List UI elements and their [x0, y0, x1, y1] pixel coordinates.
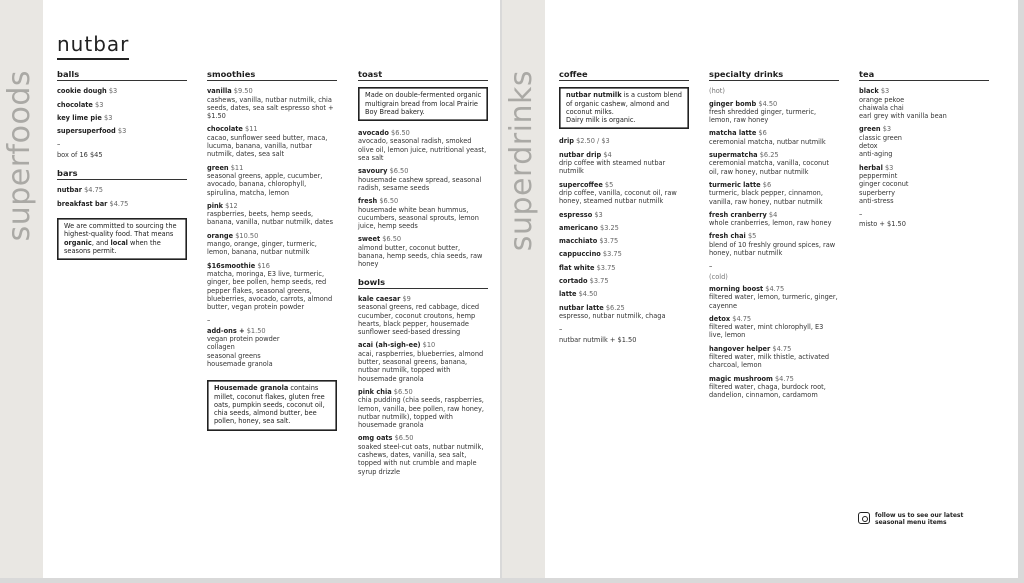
menu-item: nutbar latte $6.25 espresso, nutbar nutmilk, chaga [559, 303, 666, 320]
menu-item: fresh cranberry $4 whole cranberries, lemon, raw honey [709, 210, 832, 228]
menu-item: macchiato $3.75 [559, 237, 619, 246]
nutmilk-extra: nutbar nutmilk + $1.50 [559, 335, 637, 344]
addons-list: add-ons + $1.50 vegan protein powder collagen seasonal greens housemade granola [207, 326, 280, 368]
menu-item: turmeric latte $6 turmeric, black pepper, cinnamon, vanilla, raw honey, nutbar nutmilk [709, 180, 823, 206]
sourcing-note: We are committed to sourcing the highest-quality food. That means organic, and local when the seasons permit. [57, 218, 187, 260]
menu-item: ginger bomb $4.50 fresh shredded ginger, turmeric, lemon, raw honey [709, 99, 817, 125]
tea-herbal-group: herbal $3 peppermint ginger coconut superberry anti-stress [859, 163, 909, 205]
superdrinks-vertical-title: superdrinks [504, 70, 539, 252]
menu-item: fresh $6.50 housemade white bean hummus, cucumbers, seasonal sprouts, lemon juice, hemp seeds [358, 197, 479, 231]
menu-item: nutbar $4.75 [57, 186, 103, 195]
hot-label: (hot) [709, 87, 725, 96]
divider-dash: – [207, 316, 211, 325]
coffee-column [559, 70, 689, 344]
coffee-heading: coffee [559, 70, 689, 81]
menu-item: chocolate $3 [57, 100, 104, 109]
specialty-drinks-column [709, 70, 839, 405]
menu-item: matcha latte $6 ceremonial matcha, nutbar nutmilk [709, 129, 826, 146]
balls-list [57, 87, 187, 135]
menu-item: drip $2.50 / $3 [559, 137, 610, 146]
bowls-heading: bowls [358, 278, 488, 289]
menu-item: kale caesar $9 seasonal greens, red cabbage, diced cucumber, coconut croutons, hemp hearts, black pepper, housemade sunflower seed-based dressing [358, 294, 480, 337]
menu-item: avocado $6.50 avocado, seasonal radish, smoked olive oil, lemon juice, nutritional yeast, sea salt [358, 129, 487, 163]
menu-item: breakfast bar $4.75 [57, 199, 129, 208]
menu-item: supermatcha $6.25 ceremonial matcha, vanilla, coconut oil, raw honey, nutbar nutmilk [709, 151, 829, 176]
menu-item: latte $4.50 [559, 290, 598, 299]
balls-box-price: box of 16 $45 [57, 150, 103, 159]
brand-logo: nutbar [57, 32, 129, 60]
toast-heading: toast [358, 70, 488, 81]
toast-column [358, 70, 488, 481]
instagram-text: follow us to see our latest seasonal menu items [875, 512, 964, 526]
tea-green-group: green $3 classic green detox anti-aging [859, 125, 902, 159]
menu-item: key lime pie $3 [57, 113, 113, 122]
divider-dash: – [57, 140, 61, 149]
menu-item: fresh chai $5 blend of 10 freshly ground spices, raw honey, nutbar nutmilk [709, 232, 836, 258]
menu-item: supercoffee $5 drip coffee, vanilla, coconut oil, raw honey, steamed nutbar nutmilk [559, 180, 677, 206]
bars-heading: bars [57, 169, 187, 180]
menu-item: sweet $6.50 almond butter, coconut butter, banana, hemp seeds, chia seeds, raw honey [358, 235, 483, 269]
instagram-icon [858, 512, 870, 524]
menu-item: nutbar drip $4 drip coffee with steamed nutbar nutmilk [559, 150, 666, 176]
superfoods-vertical-title: superfoods [2, 70, 37, 242]
menu-item: morning boost $4.75 filtered water, lemon, turmeric, ginger, cayenne [709, 284, 838, 310]
bread-note: Made on double-fermented organic multigrain bread from local Prairie Boy Bread bakery. [358, 87, 488, 121]
menu-item: magic mushroom $4.75 filtered water, chaga, burdock root, dandelion, cinnamon, cardamom [709, 374, 826, 400]
menu-item: vanilla $9.50 cashews, vanilla, nutbar nutmilk, chia seeds, dates, sea salt espresso shot + $1.50 [207, 87, 334, 121]
menu-item: cortado $3.75 [559, 277, 609, 286]
menu-item: savoury $6.50 housemade cashew spread, seasonal radish, sesame seeds [358, 167, 482, 192]
divider-dash: – [709, 262, 713, 271]
specialty-drinks-heading: specialty drinks [709, 70, 839, 81]
menu-item: pink $12 raspberries, beets, hemp seeds, banana, vanilla, nutbar nutmilk, dates [207, 201, 334, 227]
menu-item: cookie dough $3 [57, 87, 118, 96]
tea-heading: tea [859, 70, 989, 81]
menu-item: omg oats $6.50 soaked steel-cut oats, nutbar nutmilk, cashews, dates, vanilla, sea salt, topped with nut crumble and maple syrup drizzle [358, 434, 484, 476]
menu-item: supersuperfood $3 [57, 127, 127, 136]
balls-heading: balls [57, 70, 187, 81]
menu-item: green $11 seasonal greens, apple, cucumber, avocado, banana, chlorophyll, spirulina, matcha, lemon [207, 163, 323, 197]
menu-item: flat white $3.75 [559, 263, 616, 272]
menu-item: pink chia $6.50 chia pudding (chia seeds, raspberries, lemon, vanilla, bee pollen, raw honey, nutbar nutmilk), topped with housemade granola [358, 387, 484, 430]
menu-item: americano $3.25 [559, 223, 619, 232]
menu-item: chocolate $11 cacao, sunflower seed butter, maca, lucuma, banana, vanilla, nutbar nutmilk, dates, sea salt [207, 125, 328, 159]
smoothies-heading: smoothies [207, 70, 337, 81]
tea-black-group: black $3 orange pekoe chaiwala chai earl grey with vanilla bean [859, 87, 947, 121]
menu-item: $16smoothie $16 matcha, moringa, E3 live, turmeric, ginger, bee pollen, hemp seeds, red pepper flakes, seasonal greens, blueberries, avocado, carrots, almond butter, vegan protein powder [207, 261, 333, 312]
divider-dash: – [859, 210, 863, 219]
smoothies-column [207, 70, 337, 439]
nutmilk-note: nutbar nutmilk is a custom blend of organic cashew, almond and coconut milks. Dairy milk is organic. [559, 87, 689, 129]
menu-item: acai (ah-sigh-ee) $10 acai, raspberries, blueberries, almond butter, seasonal greens, banana, nutbar nutmilk, topped with housemade granola [358, 341, 484, 383]
misto-extra: misto + $1.50 [859, 220, 906, 229]
divider-dash: – [559, 325, 563, 334]
menu-item: detox $4.75 filtered water, mint chlorophyll, E3 live, lemon [709, 314, 824, 340]
balls-column [57, 70, 187, 268]
cold-label: (cold) [709, 272, 728, 281]
menu-item: hangover helper $4.75 filtered water, milk thistle, activated charcoal, lemon [709, 344, 830, 370]
menu-item: cappuccino $3.75 [559, 250, 622, 259]
tea-column [859, 70, 989, 229]
granola-note: Housemade granola contains millet, coconut flakes, gluten free oats, pumpkin seeds, coconut oil, chia seeds, almond butter, bee pollen, honey, sea salt. [207, 380, 337, 430]
menu-item: espresso $3 [559, 210, 603, 219]
menu-item: orange $10.50 mango, orange, ginger, turmeric, lemon, banana, nutbar nutmilk [207, 231, 317, 257]
instagram-follow[interactable] [858, 512, 963, 526]
